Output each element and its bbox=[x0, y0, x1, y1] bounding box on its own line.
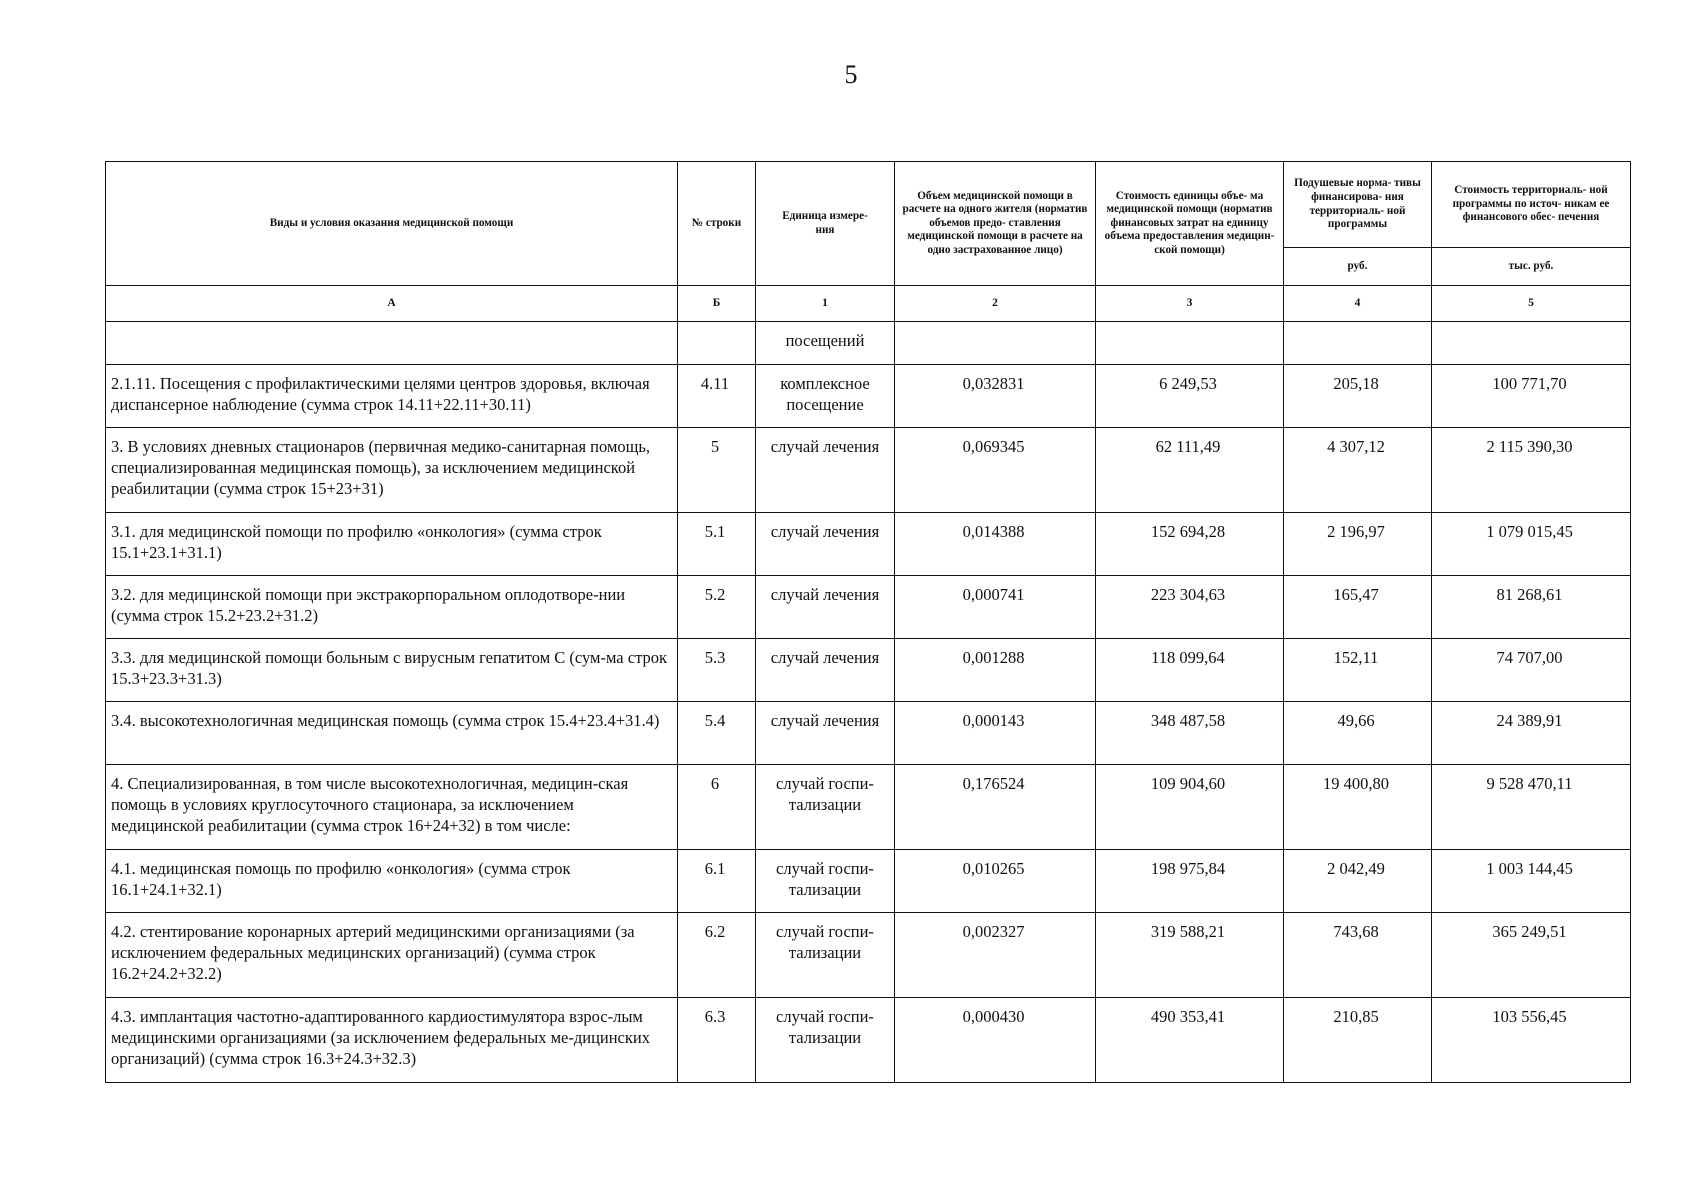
row-unit-cost: 6 249,53 bbox=[1159, 374, 1217, 393]
row-line-number: 5.2 bbox=[704, 585, 726, 604]
header-per-capita: Подушевые норма- тивы финансирова- ния территориаль- ной программы bbox=[1284, 162, 1432, 248]
index-cell: Б bbox=[678, 286, 756, 322]
row-unit: случай лечения bbox=[770, 711, 880, 730]
row-unit-cost: 109 904,60 bbox=[1150, 774, 1226, 793]
row-volume: 0,176524 bbox=[962, 774, 1025, 793]
table-row bbox=[106, 365, 1631, 428]
index-cell: 5 bbox=[1432, 286, 1631, 322]
table-row bbox=[106, 639, 1631, 702]
row-name: 3.2. для медицинской помощи при экстракорпоральном оплодотворе-нии (сумма строк 15.2+23.2+31.2) bbox=[111, 585, 626, 625]
row-unit-cost: 490 353,41 bbox=[1150, 1007, 1226, 1026]
row-name: 4.2. стентирование коронарных артерий медицинскими организациями (за исключением федеральных медицинских организаций) (сумма строк 16.2+24.2+32.2) bbox=[111, 922, 635, 983]
row-volume: 0,010265 bbox=[962, 859, 1025, 878]
table-row bbox=[106, 913, 1631, 998]
row-unit: случай госпи-тализации bbox=[776, 774, 874, 814]
row-unit-cost: 319 588,21 bbox=[1150, 922, 1226, 941]
row-total: 9 528 470,11 bbox=[1486, 774, 1573, 793]
header-unit-thousand-rub: тыс. руб. bbox=[1432, 248, 1631, 286]
row-per-capita: 49,66 bbox=[1337, 711, 1375, 730]
row-unit-cost: 223 304,63 bbox=[1150, 585, 1226, 604]
header-unit-cost: Стоимость единицы объе- ма медицинской помощи (норматив финансовых затрат на единицу объема предоставления медицин- ской помощи) bbox=[1096, 162, 1284, 286]
row-per-capita: 165,47 bbox=[1333, 585, 1379, 604]
row-per-capita: 2 196,97 bbox=[1327, 522, 1385, 541]
index-cell: 2 bbox=[895, 286, 1096, 322]
row-name: 4.3. имплантация частотно-адаптированного кардиостимулятора взрос-лым медицинскими организациями (за исключением федеральных ме-дицинских организаций) (сумма строк 16.3+24.3+32.3) bbox=[111, 1007, 650, 1068]
row-line-number: 6.3 bbox=[704, 1007, 726, 1026]
header-volume: Объем медицинской помощи в расчете на одного жителя (норматив объемов предо- ставления медицинской помощи в расчете на одно застрахованное лицо) bbox=[895, 162, 1096, 286]
row-unit: комплексное посещение bbox=[780, 374, 870, 414]
table-row bbox=[106, 702, 1631, 765]
row-per-capita: 210,85 bbox=[1333, 1007, 1379, 1026]
row-name bbox=[106, 322, 677, 330]
row-volume: 0,032831 bbox=[962, 374, 1025, 393]
row-per-capita: 19 400,80 bbox=[1323, 774, 1389, 793]
table-row bbox=[106, 850, 1631, 913]
index-cell: 3 bbox=[1096, 286, 1284, 322]
row-line-number: 6.2 bbox=[704, 922, 726, 941]
row-unit-cost bbox=[1096, 322, 1283, 330]
table-row bbox=[106, 998, 1631, 1083]
row-name: 3.1. для медицинской помощи по профилю «онкология» (сумма строк 15.1+23.1+31.1) bbox=[111, 522, 602, 562]
row-volume: 0,000430 bbox=[962, 1007, 1025, 1026]
row-name: 3. В условиях дневных стационаров (первичная медико-санитарная помощь, специализированная медицинская помощь), за исключением медицинской реабилитации (сумма строк 15+23+31) bbox=[111, 437, 650, 498]
row-unit: посещений bbox=[785, 331, 865, 350]
row-name: 3.3. для медицинской помощи больным с вирусным гепатитом С (сум-ма строк 15.3+23.3+31.3) bbox=[111, 648, 667, 688]
row-name: 4.1. медицинская помощь по профилю «онкология» (сумма строк 16.1+24.1+32.1) bbox=[111, 859, 571, 899]
row-line-number bbox=[678, 322, 755, 330]
table-row bbox=[106, 576, 1631, 639]
row-line-number: 5.3 bbox=[704, 648, 726, 667]
row-total: 81 268,61 bbox=[1496, 585, 1563, 604]
row-volume bbox=[895, 322, 1095, 330]
row-total: 2 115 390,30 bbox=[1486, 437, 1573, 456]
row-total: 100 771,70 bbox=[1492, 374, 1567, 393]
header-line-number: № строки bbox=[678, 162, 756, 286]
row-unit: случай госпи-тализации bbox=[776, 922, 874, 962]
row-unit: случай лечения bbox=[770, 648, 880, 667]
row-volume: 0,014388 bbox=[962, 522, 1025, 541]
table-row bbox=[106, 322, 1631, 365]
table-row bbox=[106, 428, 1631, 513]
row-unit-cost: 198 975,84 bbox=[1150, 859, 1226, 878]
row-total: 103 556,45 bbox=[1492, 1007, 1567, 1026]
header-unit-rub: руб. bbox=[1284, 248, 1432, 286]
row-unit: случай госпи-тализации bbox=[776, 859, 874, 899]
medical-care-table bbox=[105, 161, 1631, 1083]
row-unit: случай госпи-тализации bbox=[776, 1007, 874, 1047]
header-total-cost: Стоимость территориаль- ной программы по источ- никам ее финансового обес- печения bbox=[1432, 162, 1631, 248]
index-cell: 4 bbox=[1284, 286, 1432, 322]
row-total bbox=[1432, 322, 1630, 330]
row-unit: случай лечения bbox=[770, 437, 880, 456]
index-cell: А bbox=[106, 286, 678, 322]
row-total: 24 389,91 bbox=[1496, 711, 1563, 730]
row-per-capita: 152,11 bbox=[1333, 648, 1379, 667]
row-per-capita bbox=[1284, 322, 1431, 330]
row-per-capita: 743,68 bbox=[1333, 922, 1379, 941]
row-name: 3.4. высокотехнологичная медицинская помощь (сумма строк 15.4+23.4+31.4) bbox=[111, 711, 660, 730]
row-volume: 0,069345 bbox=[962, 437, 1025, 456]
row-unit-cost: 62 111,49 bbox=[1155, 437, 1221, 456]
row-per-capita: 205,18 bbox=[1333, 374, 1379, 393]
row-line-number: 5.1 bbox=[704, 522, 726, 541]
row-line-number: 6 bbox=[710, 774, 720, 793]
header-unit: Единица измере- ния bbox=[756, 162, 895, 286]
table-row bbox=[106, 513, 1631, 576]
row-per-capita: 4 307,12 bbox=[1327, 437, 1385, 456]
table-row bbox=[106, 765, 1631, 850]
row-line-number: 6.1 bbox=[704, 859, 726, 878]
row-unit-cost: 152 694,28 bbox=[1150, 522, 1226, 541]
row-volume: 0,000741 bbox=[962, 585, 1025, 604]
row-volume: 0,002327 bbox=[962, 922, 1025, 941]
row-volume: 0,001288 bbox=[962, 648, 1025, 667]
row-unit: случай лечения bbox=[770, 522, 880, 541]
header-care-type: Виды и условия оказания медицинской помощи bbox=[106, 162, 678, 286]
row-total: 1 003 144,45 bbox=[1486, 859, 1573, 878]
row-total: 74 707,00 bbox=[1496, 648, 1563, 667]
index-cell: 1 bbox=[756, 286, 895, 322]
row-unit-cost: 348 487,58 bbox=[1150, 711, 1226, 730]
row-total: 365 249,51 bbox=[1492, 922, 1567, 941]
page-number: 5 bbox=[844, 60, 858, 89]
row-total: 1 079 015,45 bbox=[1486, 522, 1573, 541]
row-unit: случай лечения bbox=[770, 585, 880, 604]
row-volume: 0,000143 bbox=[962, 711, 1025, 730]
row-name: 4. Специализированная, в том числе высокотехнологичная, медицин-ская помощь в условиях круглосуточного стационара, за исключением медицинской реабилитации (сумма строк 16+24+32) в том числе: bbox=[111, 774, 629, 835]
row-unit-cost: 118 099,64 bbox=[1151, 648, 1225, 667]
row-per-capita: 2 042,49 bbox=[1327, 859, 1385, 878]
row-line-number: 5.4 bbox=[704, 711, 726, 730]
row-line-number: 5 bbox=[710, 437, 720, 456]
row-line-number: 4.11 bbox=[700, 374, 730, 393]
row-name: 2.1.11. Посещения с профилактическими целями центров здоровья, включая диспансерное наблюдение (сумма строк 14.11+22.11+30.11) bbox=[111, 374, 650, 414]
